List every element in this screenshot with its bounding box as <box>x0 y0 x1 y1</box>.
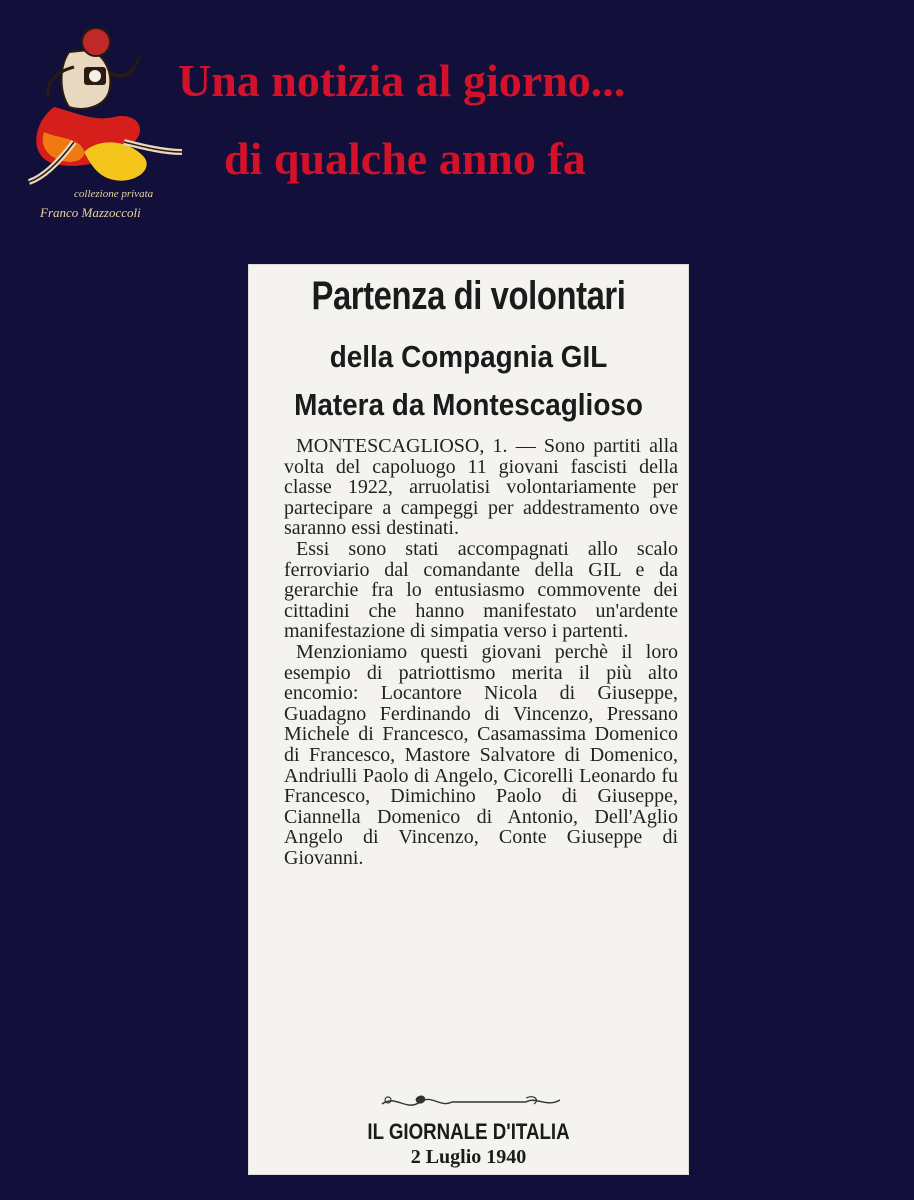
article-body <box>284 436 678 868</box>
publication-date: 2 Luglio 1940 <box>410 1146 527 1168</box>
logo-caption-owner: Franco Mazzoccoli <box>40 205 141 220</box>
clipping-subtitle-1: della Compagnia GIL <box>329 339 608 374</box>
collection-logo <box>14 12 184 227</box>
headline-line-1: Una notizia al giorno... <box>178 55 626 106</box>
headline-line-2: di qualche anno fa <box>224 133 586 184</box>
clipping-title: Partenza di volontari <box>311 274 626 318</box>
article-paragraph: MONTESCAGLIOSO, 1. — Sono partiti alla volta del capoluogo 11 giovani fascisti della classe 1922, arruolatisi volontariamente per partecipare a campeggi per addestramento ove saranno essi destinati. <box>284 435 678 540</box>
clipping-subtitle-2: Matera da Montescaglioso <box>294 387 643 422</box>
ornament-divider-icon <box>376 1090 566 1114</box>
article-paragraph: Menzioniamo questi giovani perchè il loro esempio di patriottismo merita il più alto encomio: Locantore Nicola di Giuseppe, Guadagno Ferdinando di Vincenzo, Pressano Michele di Francesco, Casamassima Domenico di Francesco, Mastore Salvatore di Domenico, Andriulli Paolo di Angelo, Cicorelli Leonardo fu Francesco, Dimichino Paolo di Giuseppe, Ciannella Domenico di Antonio, Dell'Aglio Angelo di Vincenzo, Conte Giuseppe di Giovanni. <box>284 640 678 869</box>
dancer-illustration <box>14 12 184 192</box>
newspaper-source: IL GIORNALE D'ITALIA <box>367 1119 570 1144</box>
logo-caption-collection: collezione privata <box>74 188 154 200</box>
article-paragraph: Essi sono stati accompagnati allo scalo ferroviario dal comandante della GIL e da gerarchie fra lo entusiasmo commovente dei cittadini che hanno manifestato un'ardente manifestazione di simpatia verso i partenti. <box>284 537 678 643</box>
newspaper-clipping <box>248 264 689 1175</box>
